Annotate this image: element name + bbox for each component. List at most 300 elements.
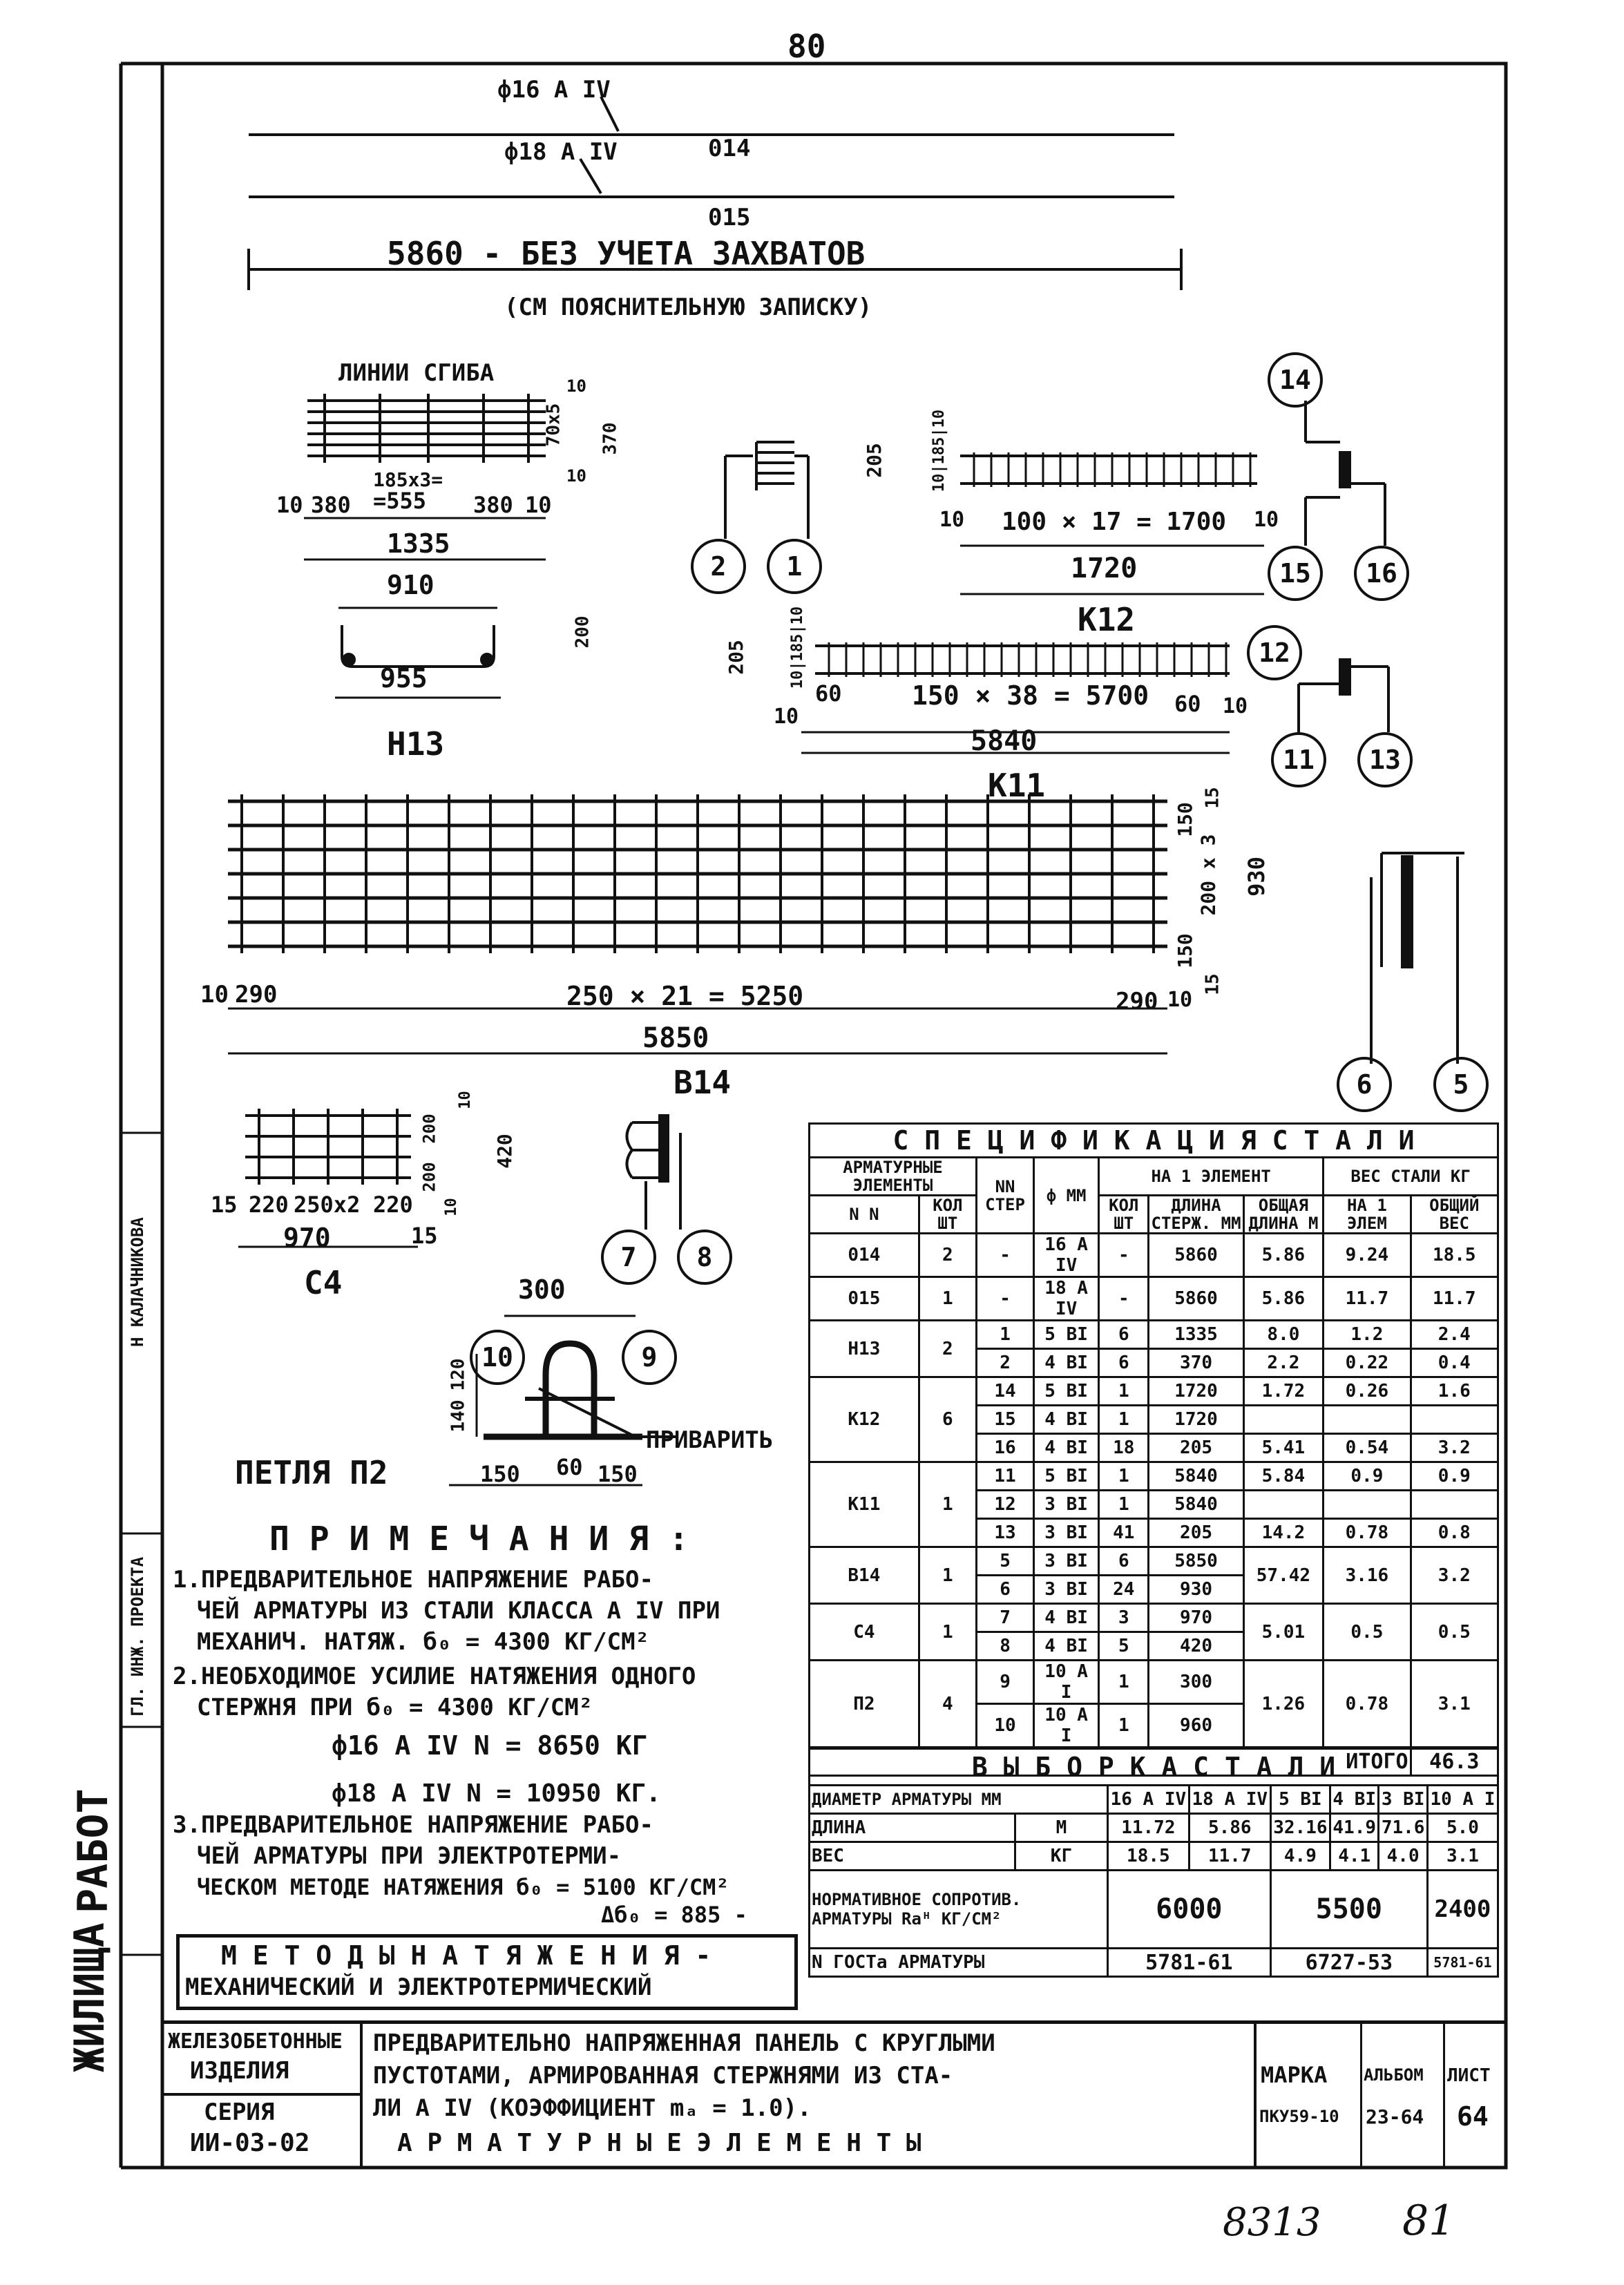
spec-cell-w1: 0.5: [1324, 1604, 1411, 1661]
spec-cell-len: 205: [1149, 1434, 1243, 1462]
reference-note: (СМ ПОЯСНИТЕЛЬНУЮ ЗАПИСКУ): [504, 294, 872, 321]
b14-dim-15-bottom: 15: [1202, 973, 1223, 995]
spec-cell-phi: 4 ВI: [1034, 1604, 1099, 1632]
spec-cell-nn: -: [976, 1234, 1033, 1277]
spec-cell-len: 420: [1149, 1632, 1243, 1661]
stamp-product-cell: [162, 2024, 363, 2168]
n13-dim-370: 370: [600, 422, 621, 455]
spec-cell-total-len: [1243, 1406, 1324, 1434]
length-note: 5860 - БЕЗ УЧЕТА ЗАХВАТОВ: [387, 235, 866, 272]
spec-cell-len: 5840: [1149, 1462, 1243, 1491]
spec-cell-element: К12: [810, 1377, 919, 1462]
methods-box: [176, 1934, 798, 2010]
loop-dim-140: 140: [448, 1399, 469, 1433]
spec-cell-phi: 5 ВI: [1034, 1321, 1099, 1349]
spec-cell-total-len: [1243, 1491, 1324, 1519]
stamp-title-b: ПУСТОТАМИ, АРМИРОВАННАЯ СТЕРЖНЯМИ ИЗ СТА-: [373, 2062, 953, 2090]
spec-cell-kol: 1: [1099, 1661, 1149, 1704]
spec-cell-len: 205: [1149, 1519, 1243, 1547]
spec-cell-kol: 41: [1099, 1519, 1149, 1547]
sel-gost-a: 5781-61: [1107, 1949, 1270, 1977]
spec-cell-phi: 3 ВI: [1034, 1576, 1099, 1604]
stamp-meta-div-1: [1360, 2024, 1362, 2168]
spec-total-label: ИТОГО: [810, 1748, 1411, 1776]
stamp-title-c: ЛИ А IV (КОЭФФИЦИЕНТ mₐ = 1.0).: [373, 2094, 812, 2122]
spec-cell-total-len: 5.01: [1243, 1604, 1324, 1661]
title-block: [162, 2020, 1506, 2168]
stamp-series-a: СЕРИЯ: [204, 2098, 275, 2126]
stamp-meta-div-2: [1443, 2024, 1445, 2168]
side-chief: ГЛ. ИНЖ. ПРОЕКТА: [128, 1556, 147, 1717]
spec-cell-qty: 1: [919, 1547, 976, 1604]
stamp-mark-header: МАРКА: [1261, 2062, 1328, 2088]
spec-row: [810, 1604, 1498, 1632]
page-number-top: 80: [787, 28, 826, 65]
spec-row: [810, 1234, 1498, 1277]
spec-cell-phi: 5 ВI: [1034, 1377, 1099, 1406]
spec-cell-total-len: 1.26: [1243, 1661, 1324, 1748]
spec-row: [810, 1321, 1498, 1349]
note-3c: ЧЕСКОМ МЕТОДЕ НАТЯЖЕНИЯ б₀ = 5100 КГ/СМ²: [197, 1874, 729, 1900]
spec-cell-w1: 0.9: [1324, 1462, 1411, 1491]
spec-cell-wt: 1.6: [1411, 1377, 1498, 1406]
sel-len-3: 41.9: [1330, 1814, 1379, 1842]
spec-cell-len: 370: [1149, 1349, 1243, 1377]
marker-11: 11: [1271, 732, 1326, 787]
spec-cell-len: 300: [1149, 1661, 1243, 1704]
marker-2: 2: [691, 539, 746, 594]
spec-cell-kol: 24: [1099, 1576, 1149, 1604]
spec-cell-total-len: 8.0: [1243, 1321, 1324, 1349]
loop-name: ПЕТЛЯ П2: [235, 1454, 388, 1491]
spec-cell-kol: 1: [1099, 1704, 1149, 1748]
spec-h-elements: АРМАТУРНЫЕ ЭЛЕМЕНТЫ: [810, 1158, 977, 1196]
spec-h-phi: ф ММ: [1034, 1158, 1099, 1234]
note-2b: СТЕРЖНЯ ПРИ б₀ = 4300 КГ/СМ²: [197, 1694, 593, 1721]
note-2a: 2.НЕОБХОДИМОЕ УСИЛИЕ НАТЯЖЕНИЯ ОДНОГО: [173, 1663, 696, 1690]
stamp-sheet-header: ЛИСТ: [1447, 2065, 1491, 2086]
k11-name: К11: [988, 767, 1046, 804]
n13-dim-555: =555: [373, 488, 427, 514]
stamp-mark-value: ПКУ59-10: [1259, 2107, 1339, 2126]
spec-cell-len: 1720: [1149, 1377, 1243, 1406]
spec-cell-len: 5860: [1149, 1234, 1243, 1277]
spec-cell-w1: 0.78: [1324, 1661, 1411, 1748]
spec-cell-wt: 0.8: [1411, 1519, 1498, 1547]
b14-name: В14: [674, 1064, 732, 1101]
spec-cell-wt: 3.2: [1411, 1434, 1498, 1462]
sel-len-0: 11.72: [1107, 1814, 1189, 1842]
spec-cell-nn: 11: [976, 1462, 1033, 1491]
spec-cell-wt: 0.5: [1411, 1604, 1498, 1661]
spec-cell-w1: 9.24: [1324, 1234, 1411, 1277]
spec-cell-nn: -: [976, 1277, 1033, 1321]
spec-cell-len: 970: [1149, 1604, 1243, 1632]
spec-cell-total-len: 5.41: [1243, 1434, 1324, 1462]
sel-col-2: 5 ВI: [1270, 1786, 1330, 1814]
sel-norm-b: 5500: [1270, 1871, 1427, 1949]
spec-cell-w1: 0.54: [1324, 1434, 1411, 1462]
note-1a: 1.ПРЕДВАРИТЕЛЬНОЕ НАПРЯЖЕНИЕ РАБО-: [173, 1566, 653, 1594]
spec-h-total-len: ОБЩАЯ ДЛИНА М: [1243, 1196, 1324, 1234]
stamp-product-a: ЖЕЛЕЗОБЕТОННЫЕ: [168, 2029, 343, 2054]
n13-name: Н13: [387, 725, 445, 763]
n13-dim-910: 910: [387, 570, 434, 600]
spec-cell-len: 5850: [1149, 1547, 1243, 1576]
spec-cell-element: 014: [810, 1234, 919, 1277]
spec-cell-phi: 3 ВI: [1034, 1547, 1099, 1576]
n13-dim-1335: 1335: [387, 528, 450, 559]
spec-cell-qty: 1: [919, 1277, 976, 1321]
c4-dim-15-left: 15: [211, 1192, 238, 1218]
spec-cell-kol: 1: [1099, 1462, 1149, 1491]
b14-dim-15-top: 15: [1202, 787, 1223, 809]
k12-dim-205: 205: [862, 443, 886, 478]
spec-cell-w1: [1324, 1491, 1411, 1519]
spec-cell-total-len: 5.86: [1243, 1277, 1324, 1321]
marker-15: 15: [1268, 546, 1323, 601]
sel-gost-label: N ГОСТа АРМАТУРЫ: [810, 1949, 1108, 1977]
stamp-series-b: ИИ-03-02: [190, 2129, 310, 2157]
spec-cell-qty: 2: [919, 1234, 976, 1277]
sel-w-1: 11.7: [1189, 1842, 1270, 1871]
spec-cell-nn: 16: [976, 1434, 1033, 1462]
sel-gost-c: 5781-61: [1427, 1949, 1498, 1977]
spec-cell-element: П2: [810, 1661, 919, 1748]
marker-9: 9: [622, 1330, 677, 1385]
spec-cell-len: 5860: [1149, 1277, 1243, 1321]
spec-cell-w1: 0.26: [1324, 1377, 1411, 1406]
stamp-title-d: А Р М А Т У Р Н Ы Е Э Л Е М Е Н Т Ы: [397, 2129, 921, 2157]
c4-dim-200-b: 200: [419, 1162, 439, 1192]
bar-phi16-label: ф16 А IV: [497, 76, 611, 104]
sel-len-2: 32.16: [1270, 1814, 1330, 1842]
spec-cell-phi: 3 ВI: [1034, 1491, 1099, 1519]
k11-dim-205: 205: [724, 640, 747, 675]
sel-col-4: 3 ВI: [1379, 1786, 1427, 1814]
note-3d: Δб₀ = 885 -: [601, 1902, 747, 1928]
k12-dim-10-left: 10: [939, 508, 965, 532]
note-3a: 3.ПРЕДВАРИТЕЛЬНОЕ НАПРЯЖЕНИЕ РАБО-: [173, 1811, 653, 1839]
sel-norm-a: 6000: [1107, 1871, 1270, 1949]
spec-cell-qty: 1: [919, 1462, 976, 1547]
spec-cell-element: В14: [810, 1547, 919, 1604]
spec-h-per-element: НА 1 ЭЛЕМЕНТ: [1099, 1158, 1324, 1196]
note-2c: ф16 А IV N = 8650 КГ: [332, 1730, 648, 1761]
stamp-divider: [162, 2093, 360, 2096]
sel-w-3: 4.1: [1330, 1842, 1379, 1871]
sel-col-1: 18 А IV: [1189, 1786, 1270, 1814]
methods-title: М Е Т О Д Ы Н А Т Я Ж Е Н И Я -: [221, 1940, 711, 1971]
spec-cell-len: 960: [1149, 1704, 1243, 1748]
spec-cell-w1: 0.22: [1324, 1349, 1411, 1377]
b14-dim-10-right: 10: [1167, 988, 1193, 1012]
spec-row: [810, 1547, 1498, 1576]
b14-dim-150-top: 150: [1173, 802, 1196, 837]
spec-cell-total-len: 57.42: [1243, 1547, 1324, 1604]
n13-dim-200: 200: [572, 615, 593, 649]
spec-cell-wt: 0.4: [1411, 1349, 1498, 1377]
spec-cell-len: 930: [1149, 1576, 1243, 1604]
marker-10: 10: [470, 1330, 525, 1385]
bar-mark-015: 015: [708, 204, 751, 231]
b14-dim-250x21: 250 × 21 = 5250: [566, 981, 804, 1011]
spec-cell-element: Н13: [810, 1321, 919, 1377]
loop-dim-150-right: 150: [598, 1461, 638, 1487]
k11-dim-10-left: 10: [774, 705, 799, 729]
steel-selection-table: [808, 1748, 1499, 1978]
k11-dim-10-185-10: 10|185|10: [789, 606, 807, 689]
n13-dim-380-right: 380: [473, 492, 513, 518]
spec-cell-kol: 1: [1099, 1491, 1149, 1519]
spec-h-len: ДЛИНА СТЕРЖ. ММ: [1149, 1196, 1243, 1234]
spec-cell-qty: 1: [919, 1604, 976, 1661]
stamp-sheet-value: 64: [1457, 2101, 1489, 2132]
note-1b: ЧЕЙ АРМАТУРЫ ИЗ СТАЛИ КЛАССА А IV ПРИ: [197, 1597, 720, 1625]
k12-dim-1720: 1720: [1071, 553, 1138, 584]
spec-cell-total-len: 5.86: [1243, 1234, 1324, 1277]
spec-cell-nn: 6: [976, 1576, 1033, 1604]
c4-dim-970: 970: [283, 1223, 331, 1253]
marker-16: 16: [1354, 546, 1409, 601]
k11-dim-60-right: 60: [1174, 691, 1201, 717]
c4-dim-10-b: 10: [442, 1198, 460, 1216]
marker-12: 12: [1247, 625, 1302, 680]
spec-cell-phi: 18 А IV: [1034, 1277, 1099, 1321]
spec-cell-kol: 6: [1099, 1349, 1149, 1377]
n13-dim-70x5: 70х5: [543, 403, 564, 447]
spec-cell-phi: 4 ВI: [1034, 1434, 1099, 1462]
sel-w-label: ВЕС: [810, 1842, 1015, 1871]
b14-dim-290-right: 290: [1116, 988, 1158, 1015]
n13-dim-10-left: 10: [276, 492, 303, 518]
marker-8: 8: [677, 1230, 732, 1285]
spec-cell-phi: 4 ВI: [1034, 1349, 1099, 1377]
spec-cell-kol: 3: [1099, 1604, 1149, 1632]
marker-7: 7: [601, 1230, 656, 1285]
sel-len-1: 5.86: [1189, 1814, 1270, 1842]
spec-cell-kol: 6: [1099, 1547, 1149, 1576]
spec-cell-phi: 4 ВI: [1034, 1406, 1099, 1434]
n13-bend-label: ЛИНИИ СГИБА: [338, 359, 495, 387]
spec-cell-nn: 9: [976, 1661, 1033, 1704]
spec-cell-wt: 18.5: [1411, 1234, 1498, 1277]
c4-dim-250x2: 250х2: [294, 1192, 361, 1218]
c4-dim-10-a: 10: [456, 1091, 474, 1109]
spec-cell-phi: 4 ВI: [1034, 1632, 1099, 1661]
sel-gost-b: 6727-53: [1270, 1949, 1427, 1977]
sel-col-5: 10 А I: [1427, 1786, 1498, 1814]
k12-dim-10-185-10: 10|185|10: [930, 409, 948, 493]
spec-cell-w1: 1.2: [1324, 1321, 1411, 1349]
spec-cell-total-len: 2.2: [1243, 1349, 1324, 1377]
spec-cell-len: 5840: [1149, 1491, 1243, 1519]
spec-cell-nn: 2: [976, 1349, 1033, 1377]
spec-cell-kol: -: [1099, 1277, 1149, 1321]
n13-dim-10-top: 10: [566, 376, 586, 396]
spec-cell-kol: -: [1099, 1234, 1149, 1277]
steel-specification-table: [808, 1122, 1499, 1777]
spec-cell-phi: 10 А I: [1034, 1661, 1099, 1704]
b14-dim-290-left: 290: [235, 981, 278, 1008]
footer-number-a: 8313: [1223, 2200, 1321, 2245]
n13-dim-380-left: 380: [311, 492, 351, 518]
sel-title: В Ы Б О Р К А С Т А Л И: [810, 1749, 1498, 1786]
spec-cell-nn: 15: [976, 1406, 1033, 1434]
n13-dim-10-right: 10: [525, 492, 552, 518]
spec-row: [810, 1377, 1498, 1406]
bar-mark-014: 014: [708, 135, 751, 162]
spec-cell-kol: 1: [1099, 1406, 1149, 1434]
footer-number-b: 81: [1402, 2197, 1455, 2245]
spec-total-value: 46.3: [1411, 1748, 1498, 1776]
spec-row: [810, 1462, 1498, 1491]
sel-w-5: 3.1: [1427, 1842, 1498, 1871]
spec-h-no: N N: [810, 1196, 919, 1234]
c4-dim-15-right: 15: [411, 1223, 438, 1249]
marker-14: 14: [1268, 352, 1323, 408]
stamp-album-value: 23-64: [1366, 2105, 1424, 2128]
marker-6: 6: [1337, 1057, 1392, 1112]
c4-dim-220-right: 220: [373, 1192, 413, 1218]
k11-dim-5840: 5840: [971, 725, 1038, 757]
spec-cell-wt: 0.9: [1411, 1462, 1498, 1491]
marker-13: 13: [1357, 732, 1413, 787]
spec-cell-phi: 5 ВI: [1034, 1462, 1099, 1491]
sel-len-unit: М: [1015, 1814, 1108, 1842]
spec-cell-qty: 6: [919, 1377, 976, 1462]
n13-dim-955: 955: [380, 663, 428, 694]
c4-dim-220-left: 220: [249, 1192, 289, 1218]
loop-dim-300: 300: [518, 1274, 566, 1305]
spec-cell-nn: 13: [976, 1519, 1033, 1547]
spec-cell-phi: 10 А I: [1034, 1704, 1099, 1748]
spec-h-w1: НА 1 ЭЛЕМ: [1324, 1196, 1411, 1234]
spec-row: [810, 1277, 1498, 1321]
sel-norm-c: 2400: [1427, 1871, 1498, 1949]
spec-cell-qty: 2: [919, 1321, 976, 1377]
spec-cell-nn: 7: [976, 1604, 1033, 1632]
spec-h-kol: КОЛ ШТ: [1099, 1196, 1149, 1234]
spec-cell-phi: 3 ВI: [1034, 1519, 1099, 1547]
methods-text: МЕХАНИЧЕСКИЙ И ЭЛЕКТРОТЕРМИЧЕСКИЙ: [185, 1973, 652, 2001]
spec-cell-kol: 5: [1099, 1632, 1149, 1661]
spec-cell-nn: 14: [976, 1377, 1033, 1406]
spec-cell-nn: 12: [976, 1491, 1033, 1519]
n13-dim-185x3: 185х3=: [373, 468, 443, 491]
spec-cell-wt: 11.7: [1411, 1277, 1498, 1321]
sel-w-unit: КГ: [1015, 1842, 1108, 1871]
note-1c: МЕХАНИЧ. НАТЯЖ. б₀ = 4300 КГ/СМ²: [197, 1628, 650, 1656]
k12-dim-100x17: 100 × 17 = 1700: [1002, 508, 1227, 536]
sel-w-4: 4.0: [1379, 1842, 1427, 1871]
b14-dim-150-bottom: 150: [1173, 933, 1196, 968]
sel-h-diam: ДИАМЕТР АРМАТУРЫ ММ: [810, 1786, 1108, 1814]
loop-dim-150-left: 150: [480, 1461, 520, 1487]
spec-cell-kol: 18: [1099, 1434, 1149, 1462]
k11-dim-10-right: 10: [1223, 694, 1248, 718]
marker-5: 5: [1433, 1057, 1489, 1112]
k12-dim-10-right: 10: [1254, 508, 1279, 532]
spec-cell-wt: [1411, 1406, 1498, 1434]
c4-name: С4: [304, 1264, 343, 1301]
spec-h-weight: ВЕС СТАЛИ КГ: [1324, 1158, 1498, 1196]
stamp-product-b: ИЗДЕЛИЯ: [190, 2057, 289, 2085]
side-works: РАБОТ: [69, 1788, 117, 1913]
b14-dim-5850: 5850: [642, 1022, 709, 1054]
spec-row: [810, 1661, 1498, 1704]
spec-cell-w1: [1324, 1406, 1411, 1434]
note-2d: ф18 А IV N = 10950 КГ.: [332, 1779, 661, 1808]
notes-title: П Р И М Е Ч А Н И Я :: [269, 1520, 689, 1558]
spec-cell-w1: 0.78: [1324, 1519, 1411, 1547]
c4-dim-420: 420: [493, 1134, 516, 1169]
sel-len-5: 5.0: [1427, 1814, 1498, 1842]
spec-cell-total-len: 5.84: [1243, 1462, 1324, 1491]
spec-title: С П Е Ц И Ф И К А Ц И Я С Т А Л И: [810, 1124, 1498, 1158]
spec-cell-kol: 1: [1099, 1377, 1149, 1406]
b14-dim-200x3: 200 х 3: [1196, 834, 1220, 916]
stamp-title-a: ПРЕДВАРИТЕЛЬНО НАПРЯЖЕННАЯ ПАНЕЛЬ С КРУГЛЫМИ: [373, 2029, 995, 2057]
spec-cell-nn: 10: [976, 1704, 1033, 1748]
sel-w-0: 18.5: [1107, 1842, 1189, 1871]
spec-h-qty: КОЛ ШТ: [919, 1196, 976, 1234]
spec-cell-wt: 3.1: [1411, 1661, 1498, 1748]
bar-phi18-label: ф18 А IV: [504, 138, 618, 166]
spec-cell-kol: 6: [1099, 1321, 1149, 1349]
spec-cell-len: 1335: [1149, 1321, 1243, 1349]
sel-w-2: 4.9: [1270, 1842, 1330, 1871]
spec-cell-wt: 2.4: [1411, 1321, 1498, 1349]
k12-name: К12: [1078, 601, 1136, 638]
sel-len-label: ДЛИНА: [810, 1814, 1015, 1842]
spec-cell-element: 015: [810, 1277, 919, 1321]
n13-dim-10-bottom: 10: [566, 466, 586, 486]
spec-cell-len: 1720: [1149, 1406, 1243, 1434]
spec-cell-nn: 8: [976, 1632, 1033, 1661]
sel-col-0: 16 А IV: [1107, 1786, 1189, 1814]
spec-cell-element: С4: [810, 1604, 919, 1661]
side-name: Н КАЛАЧНИКОВА: [128, 1217, 147, 1347]
marker-1: 1: [767, 539, 822, 594]
stamp-album-header: АЛЬБОМ: [1364, 2065, 1424, 2085]
spec-cell-wt: 3.2: [1411, 1547, 1498, 1604]
spec-cell-w1: 3.16: [1324, 1547, 1411, 1604]
spec-h-nn: NN СТЕР: [976, 1158, 1033, 1234]
stamp-meta: [1254, 2024, 1506, 2168]
sel-len-4: 71.6: [1379, 1814, 1427, 1842]
spec-h-wt: ОБЩИЙ ВЕС: [1411, 1196, 1498, 1234]
loop-dim-120: 120: [448, 1358, 469, 1391]
b14-dim-10: 10: [200, 981, 229, 1008]
spec-cell-wt: [1411, 1491, 1498, 1519]
loop-dim-60: 60: [556, 1454, 583, 1480]
spec-cell-nn: 5: [976, 1547, 1033, 1576]
side-housing: ЖИЛИЩА: [66, 1922, 114, 2072]
b14-dim-930: 930: [1243, 857, 1270, 897]
note-3b: ЧЕЙ АРМАТУРЫ ПРИ ЭЛЕКТРОТЕРМИ-: [197, 1842, 622, 1870]
spec-cell-element: К11: [810, 1462, 919, 1547]
spec-body: [810, 1234, 1498, 1748]
sel-norm-label: НОРМАТИВНОЕ СОПРОТИВ. АРМАТУРЫ Rаᴴ КГ/СМ²: [810, 1871, 1108, 1949]
loop-weld-label: ПРИВАРИТЬ: [646, 1426, 774, 1454]
spec-cell-phi: 16 А IV: [1034, 1234, 1099, 1277]
sel-col-3: 4 ВI: [1330, 1786, 1379, 1814]
spec-cell-total-len: 1.72: [1243, 1377, 1324, 1406]
c4-dim-200-a: 200: [419, 1113, 439, 1144]
k11-dim-150x38: 150 × 38 = 5700: [912, 680, 1149, 711]
k11-dim-60-left: 60: [815, 680, 842, 707]
